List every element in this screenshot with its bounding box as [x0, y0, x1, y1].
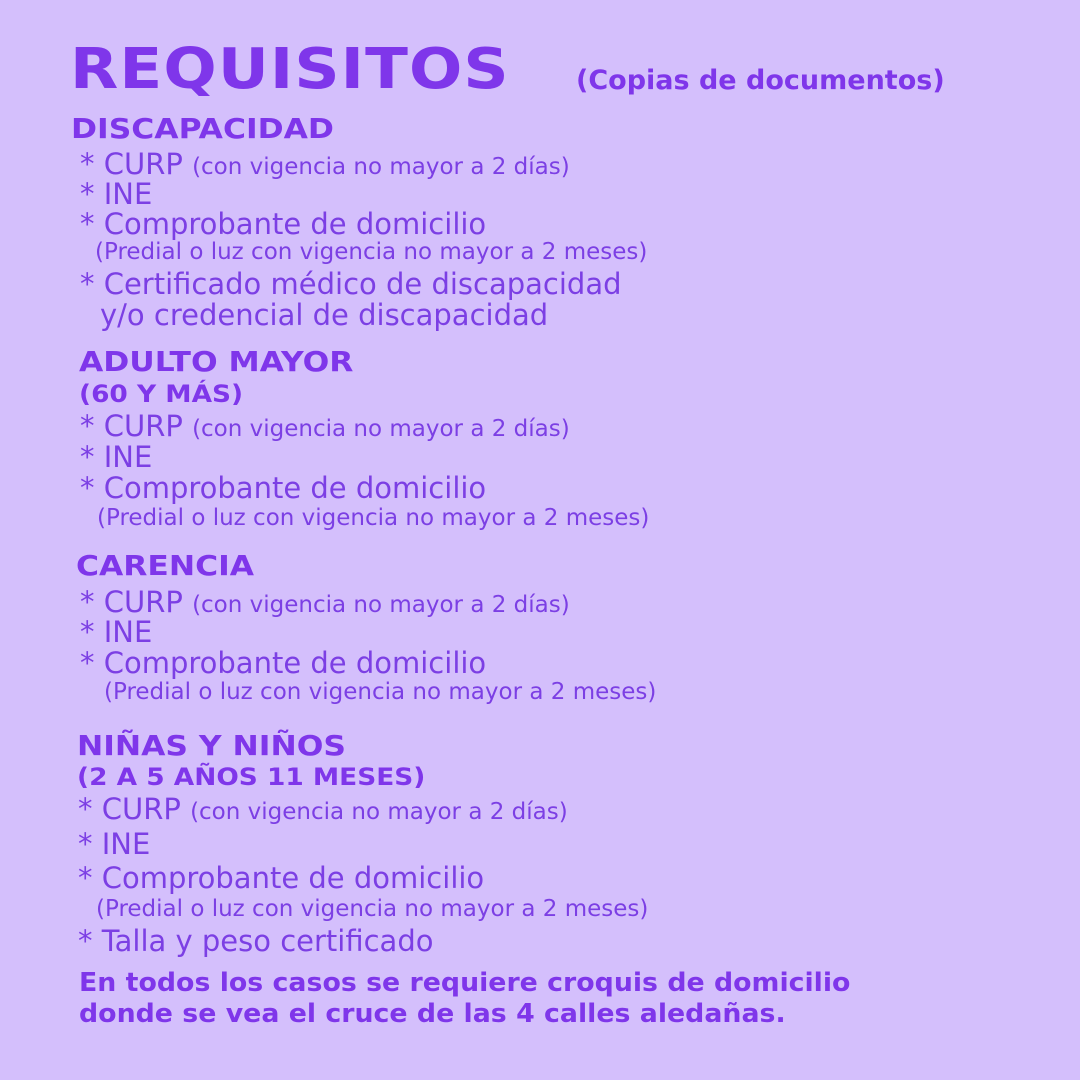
requirement-certificado-continued: y/o credencial de discapacidad — [100, 298, 549, 332]
requirement-curp — [80, 147, 570, 181]
requirement-note: (con vigencia no mayor a 2 días) — [190, 799, 568, 825]
requirement-label: * CURP — [80, 585, 183, 619]
requirement-note: (con vigencia no mayor a 2 días) — [192, 592, 570, 618]
requirement-note: (con vigencia no mayor a 2 días) — [192, 154, 570, 180]
requirement-ine: * INE — [80, 615, 153, 649]
requirement-note: (Predial o luz con vigencia no mayor a 2 meses) — [95, 239, 648, 265]
requirement-curp — [80, 409, 570, 443]
requirement-ine: * INE — [78, 827, 151, 861]
section-heading-ninas-ninos: NIÑAS Y NIÑOS — [77, 729, 346, 762]
requirement-comprobante: * Comprobante de domicilio — [80, 471, 487, 505]
section-heading-adulto-mayor: ADULTO MAYOR — [79, 345, 354, 378]
requirement-curp — [80, 585, 570, 619]
requirement-note: (Predial o luz con vigencia no mayor a 2 meses) — [96, 896, 649, 922]
footer-note-line-1: En todos los casos se requiere croquis de domicilio — [79, 968, 851, 998]
requirement-label: * CURP — [78, 792, 181, 826]
requirement-comprobante: * Comprobante de domicilio — [80, 646, 487, 680]
requirement-talla: * Talla y peso certificado — [78, 924, 434, 958]
section-subheading-adulto-mayor: (60 Y MÁS) — [79, 380, 244, 408]
requirement-ine: * INE — [80, 177, 153, 211]
requirement-comprobante: * Comprobante de domicilio — [80, 207, 487, 241]
requirement-certificado: * Certificado médico de discapacidad — [80, 267, 622, 301]
requirement-note: (Predial o luz con vigencia no mayor a 2 meses) — [97, 505, 650, 531]
page-title: REQUISITOS — [70, 37, 510, 102]
page-subtitle: (Copias de documentos) — [576, 65, 945, 96]
requirement-curp — [78, 792, 568, 826]
section-heading-carencia: CARENCIA — [76, 549, 255, 582]
requirement-note: (con vigencia no mayor a 2 días) — [192, 416, 570, 442]
section-subheading-ninas-ninos: (2 A 5 AÑOS 11 MESES) — [77, 763, 426, 791]
requirement-label: * CURP — [80, 409, 183, 443]
requirement-comprobante: * Comprobante de domicilio — [78, 861, 485, 895]
requirement-ine: * INE — [80, 440, 153, 474]
section-heading-discapacidad: DISCAPACIDAD — [71, 112, 334, 145]
requirement-label: * CURP — [80, 147, 183, 181]
requirement-note: (Predial o luz con vigencia no mayor a 2 meses) — [104, 679, 657, 705]
footer-note-line-2: donde se vea el cruce de las 4 calles aledañas. — [79, 999, 786, 1029]
